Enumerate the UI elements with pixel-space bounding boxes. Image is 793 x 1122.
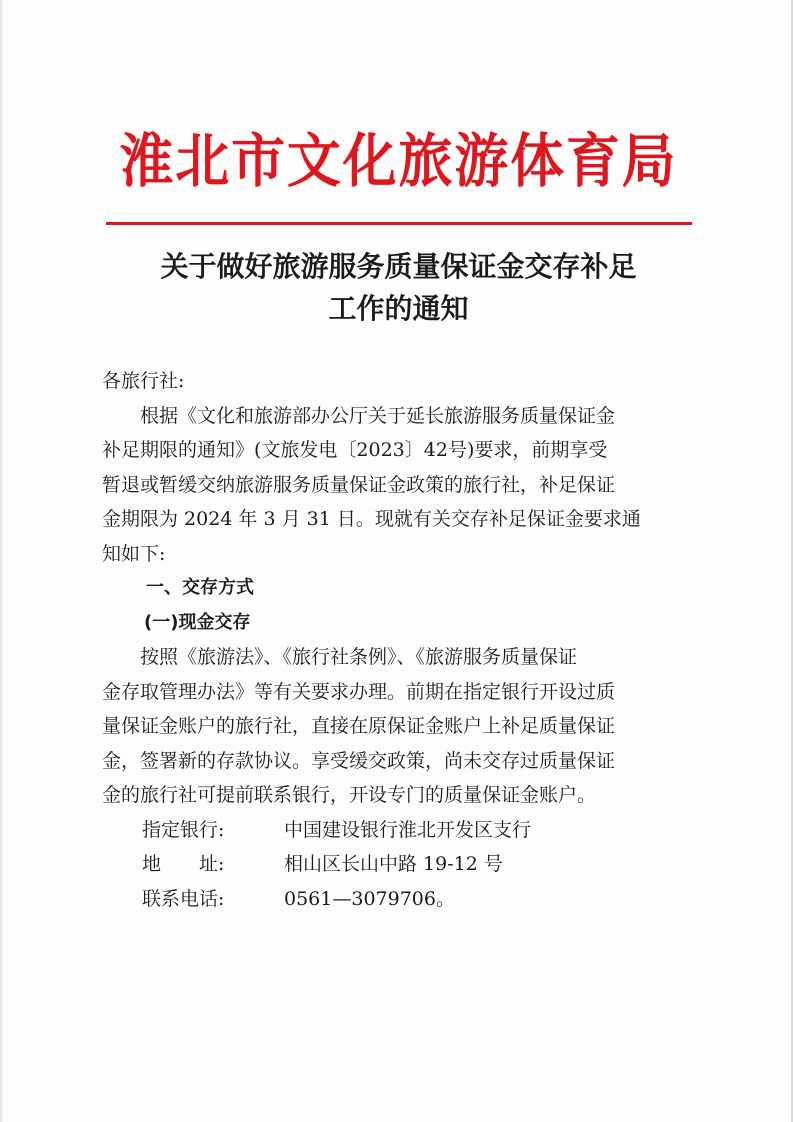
document-title-line-2: 工作的通知 [328, 292, 469, 325]
bank-info-row [102, 813, 702, 848]
red-header-rule [106, 222, 692, 225]
document-body [102, 364, 702, 916]
address-info-row [102, 847, 702, 882]
address-label: 地 址: [142, 853, 225, 875]
phone-value: 0561—3079706。 [284, 887, 455, 910]
paragraph-1-line: 暂退或暂缓交纳旅游服务质量保证金政策的旅行社，补足保证 [102, 473, 616, 496]
address-value: 相山区长山中路 19-12 号 [284, 853, 503, 875]
paragraph-2-line: 金，签署新的存款协议。享受缓交政策，尚未交存过质量保证 [102, 749, 616, 772]
phone-info-row [102, 882, 702, 917]
document-title-line-1: 关于做好旅游服务质量保证金交存补足 [160, 250, 637, 283]
paragraph-1-line: 金期限为 2024 年 3 月 31 日。现就有关交存补足保证金要求通 [102, 508, 641, 530]
paragraph-2-line: 金的旅行社可提前联系银行，开设专门的质量保证金账户。 [102, 784, 597, 806]
paragraph-1-line: 知如下: [102, 542, 166, 565]
bank-label: 指定银行: [142, 818, 225, 841]
salutation: 各旅行社: [102, 370, 185, 392]
document-title [2, 246, 793, 330]
paragraph-1-line: 补足期限的通知》(文旅发电〔2023〕42号)要求，前期享受 [102, 439, 608, 461]
paragraph-2-line: 金存取管理办法》等有关要求办理。前期在指定银行开设过质 [102, 680, 616, 703]
paragraph-2-line: 量保证金账户的旅行社，直接在原保证金账户上补足质量保证 [102, 715, 616, 737]
phone-label: 联系电话: [142, 887, 225, 910]
paragraph-1-line: 根据《文化和旅游部办公厅关于延长旅游服务质量保证金 [140, 404, 616, 427]
issuing-authority-header: 淮北市文化旅游体育局 [119, 127, 678, 195]
section-1-heading: 一、交存方式 [146, 577, 254, 598]
section-1-sub-1-heading: (一)现金交存 [144, 611, 251, 633]
bank-value: 中国建设银行淮北开发区支行 [284, 818, 532, 841]
paragraph-2-line: 按照《旅游法》、《旅行社条例》、《旅游服务质量保证 [140, 646, 578, 668]
